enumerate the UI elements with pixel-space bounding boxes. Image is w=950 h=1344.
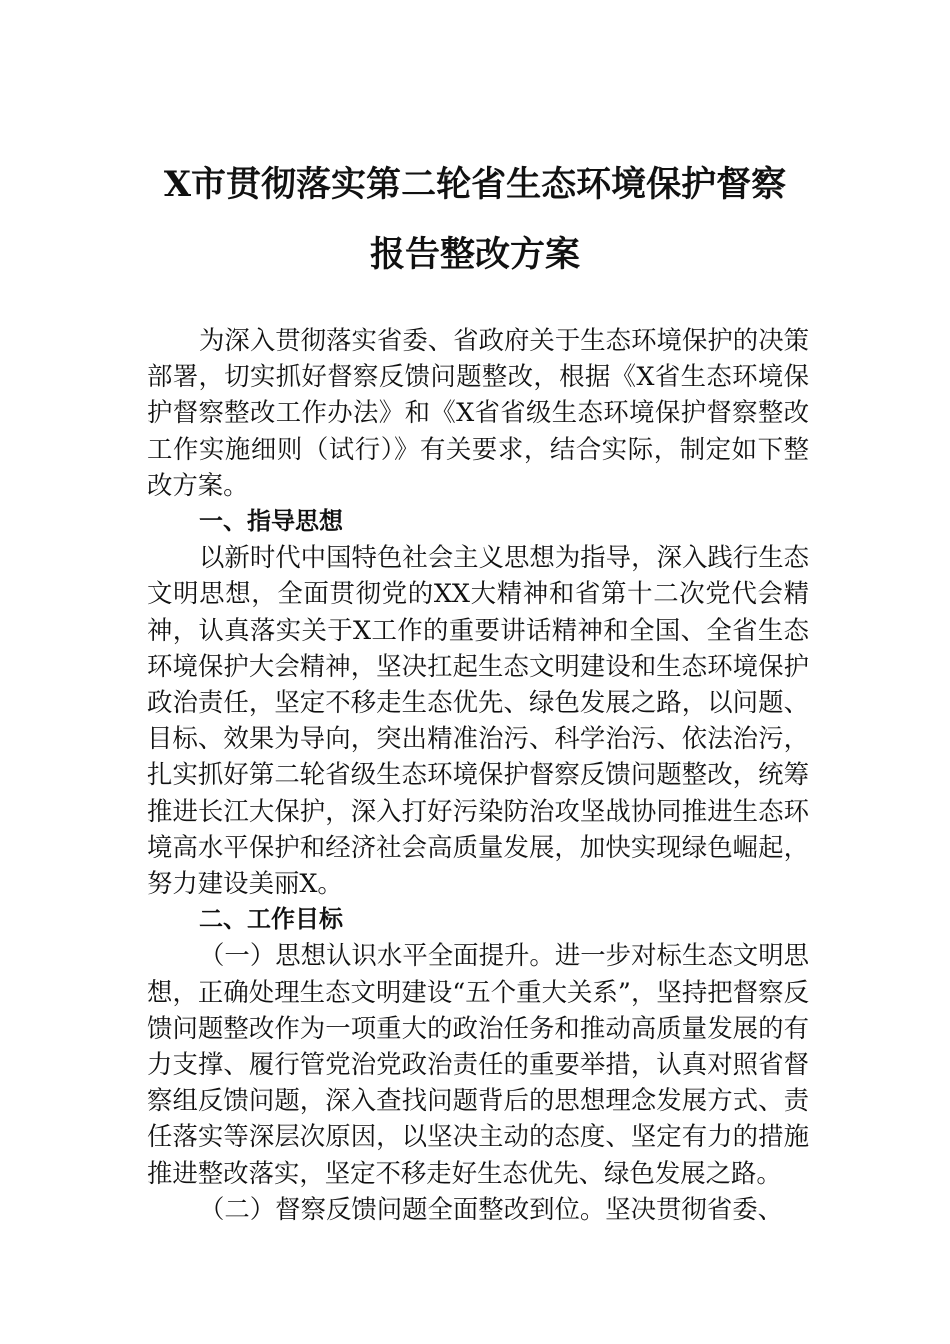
work-goal-item-1: （一）思想认识水平全面提升。进一步对标生态文明思想，正确处理生态文明建设“五个重大关系”，坚持把督察反馈问题整改作为一项重大的政治任务和推动高质量发展的有力支撑、履行管党治党政治责任的重要举措，认真对照省督察组反馈问题，深入查找问题背后的思想理念发展方式、责任落实等深层次原因，以坚决主动的态度、坚定有力的措施推进整改落实，坚定不移走好生态优先、绿色发展之路。 <box>147 940 809 1188</box>
guiding-ideology-paragraph: 以新时代中国特色社会主义思想为指导，深入践行生态文明思想，全面贯彻党的XX大精神和省第十二次党代会精神，认真落实关于X工作的重要讲话精神和全国、全省生态环境保护大会精神，坚决扛起生态文明建设和生态环境保护政治责任，坚定不移走生态优先、绿色发展之路，以问题、目标、效果为导向，突出精准治污、科学治污、依法治污，扎实抓好第二轮省级生态环境保护督察反馈问题整改，统筹推进长江大保护，深入打好污染防治攻坚战协同推进生态环境高水平保护和经济社会高质量发展，加快实现绿色崛起，努力建设美丽X。 <box>147 542 809 899</box>
section-heading-work-goals: 二、工作目标 <box>199 905 343 934</box>
work-goal-item-2: （二）督察反馈问题全面整改到位。坚决贯彻省委、 <box>199 1193 783 1224</box>
document-title-line-1: X市贯彻落实第二轮省生态环境保护督察 <box>163 164 787 205</box>
document-title-line-2: 报告整改方案 <box>369 234 580 275</box>
intro-paragraph: 为深入贯彻落实省委、省政府关于生态环境保护的决策部署，切实抓好督察反馈问题整改，根据《X省生态环境保护督察整改工作办法》和《X省省级生态环境保护督察整改工作实施细则（试行）》有关要求，结合实际，制定如下整改方案。 <box>147 325 809 500</box>
section-heading-guiding-ideology: 一、指导思想 <box>199 507 343 536</box>
document-body <box>147 322 809 1227</box>
